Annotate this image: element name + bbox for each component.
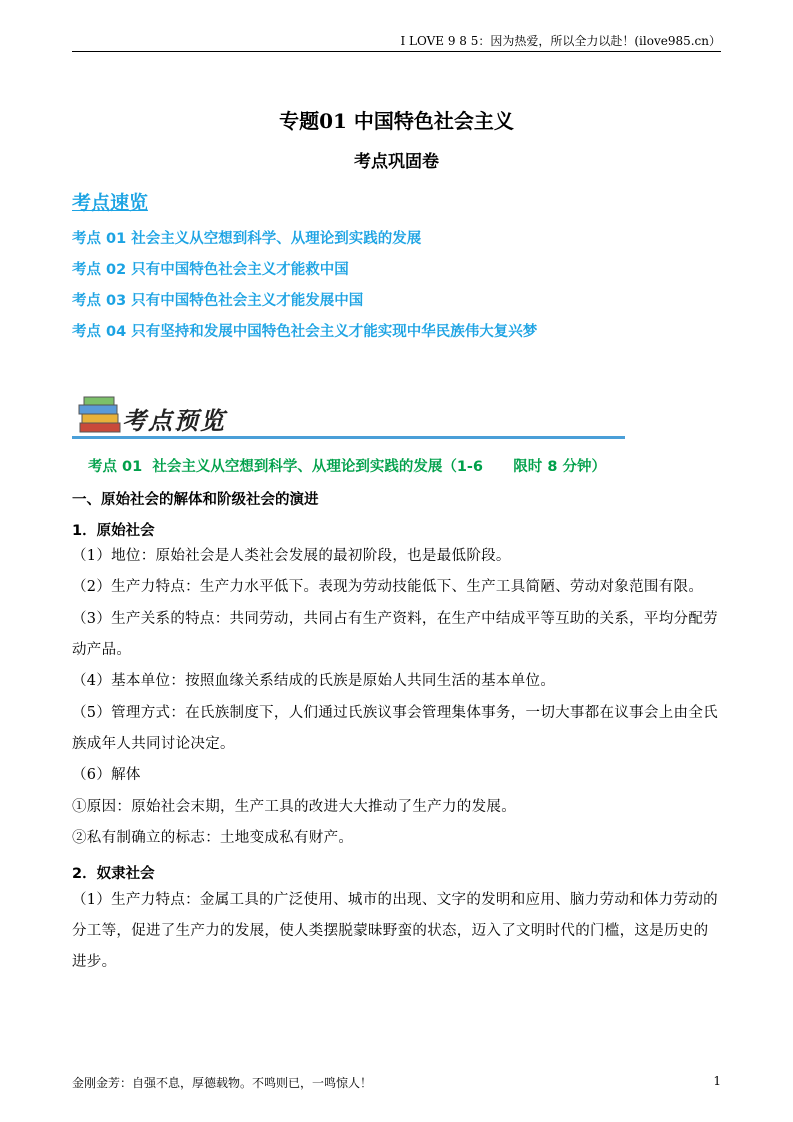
overview-item-2: 考点 02 只有中国特色社会主义才能救中国 (72, 262, 349, 278)
paragraph: （4）基本单位：按照血缘关系结成的氏族是原始人共同生活的基本单位。 (72, 673, 556, 689)
paragraph: （5）管理方式：在氏族制度下，人们通过氏族议事会管理集体事务，一切大事都在议事会上由全氏族成年人共同讨论决定。 (72, 705, 718, 752)
topic-line: 考点 01 社会主义从空想到科学、从理论到实践的发展（1-6 限时 8 分钟） (88, 459, 606, 475)
page-header: I LOVE 9 8 5：因为热爱，所以全力以赴！(ilove985.cn） (400, 34, 721, 48)
page-title: 专题01 中国特色社会主义 (279, 109, 514, 133)
paragraph: （3）生产关系的特点：共同劳动，共同占有生产资料，在生产中结成平等互助的关系，平均分配劳动产品。 (72, 611, 718, 658)
paragraph: （1）生产力特点：金属工具的广泛使用、城市的出现、文字的发明和应用、脑力劳动和体力劳动的分工等，促进了生产力的发展，使人类摆脱蒙昧野蛮的状态，迈入了文明时代的门槛，这是历史的进步。 (72, 892, 718, 970)
paragraph: ②私有制确立的标志：土地变成私有财产。 (72, 830, 354, 846)
subheading-primitive: 1．原始社会 (72, 523, 155, 539)
overview-heading: 考点速览 (72, 192, 149, 214)
overview-item-3: 考点 03 只有中国特色社会主义才能发展中国 (72, 293, 364, 309)
paragraph: （2）生产力特点：生产力水平低下。表现为劳动技能低下、生产工具简陋、劳动对象范围有限。 (72, 579, 704, 595)
section-heading: 一、原始社会的解体和阶级社会的演进 (72, 492, 319, 508)
paragraph: （1）地位：原始社会是人类社会发展的最初阶段，也是最低阶段。 (72, 548, 511, 564)
subheading-slave: 2．奴隶社会 (72, 866, 155, 882)
banner-underline (72, 436, 625, 439)
page-subtitle: 考点巩固卷 (354, 152, 439, 172)
paragraph: （6）解体 (72, 767, 141, 783)
header-divider (72, 51, 721, 52)
overview-item-1: 考点 01 社会主义从空想到科学、从理论到实践的发展 (72, 231, 422, 247)
footer-motto: 金刚金芳：自强不息，厚德载物。不鸣则已，一鸣惊人！ (72, 1076, 373, 1090)
banner-title: 考点预览 (122, 407, 226, 435)
paragraph: ①原因：原始社会末期，生产工具的改进大大推动了生产力的发展。 (72, 799, 516, 815)
overview-item-4: 考点 04 只有坚持和发展中国特色社会主义才能实现中华民族伟大复兴梦 (72, 324, 538, 340)
books-icon (76, 393, 124, 439)
page-number: 1 (713, 1074, 721, 1088)
